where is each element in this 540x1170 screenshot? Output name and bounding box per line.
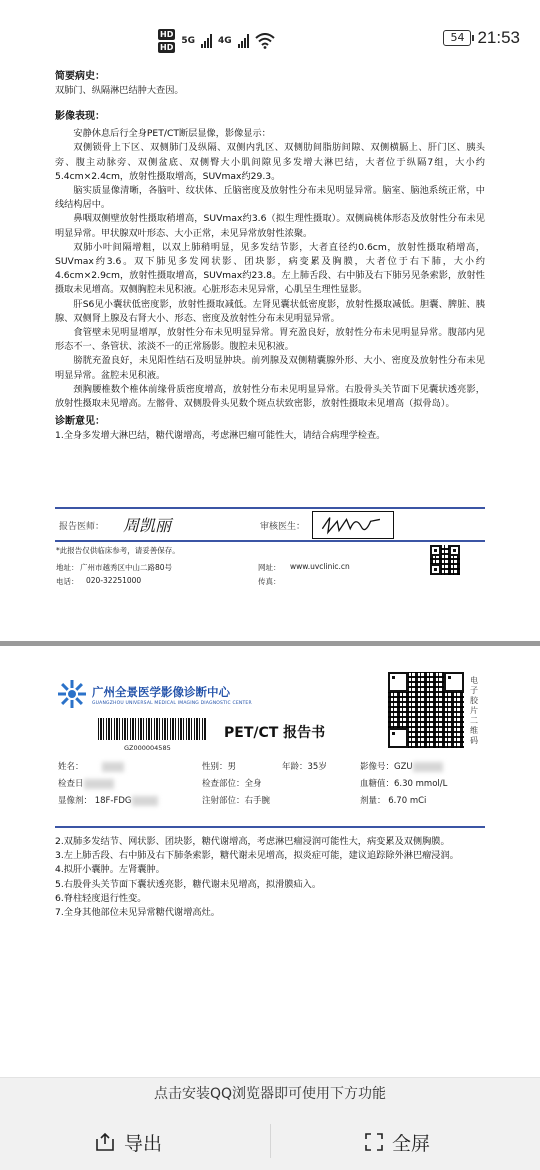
- barcode-number: GZ000004585: [124, 744, 171, 752]
- wifi-icon: [255, 33, 275, 49]
- findings-paragraph: 鼻咽双侧壁放射性摄取稍增高，SUVmax约3.6（拟生理性摄取）。双侧扁桃体形态及放射性分布未见明显异常。甲状腺双叶形态、大小正常，未见异常放射性浓聚。: [55, 213, 485, 239]
- report-title: PET/CT 报告书: [224, 725, 326, 741]
- electronic-film-qr-code: [388, 672, 464, 748]
- patient-gender: 性别：男: [202, 762, 237, 772]
- diagnosis-item: 2.双肺多发结节、网状影、团块影，糖代谢增高，考虑淋巴瘤浸润可能性大，病变累及双侧胸膜。: [55, 836, 450, 847]
- findings-heading: 影像表现：: [55, 111, 105, 123]
- phone: 020-32251000: [86, 576, 142, 585]
- findings-paragraph: 安静休息后行全身PET/CT断层显像，影像显示：: [73, 128, 271, 140]
- fax-label: 传真：: [258, 577, 281, 586]
- findings-paragraph: 膀胱充盈良好，未见阳性结石及明显肿块。前列腺及双侧精囊腺外形、大小、密度及放射性分布未见明显异常。盆腔未见积液。: [55, 355, 485, 381]
- fullscreen-button[interactable]: [364, 1124, 430, 1160]
- diagnosis-item: 4.拟肝小囊肿。左肾囊肿。: [55, 864, 165, 876]
- qr-caption: 电子胶片二维码: [470, 676, 478, 745]
- center-logo-icon: [56, 678, 88, 710]
- findings-body: [55, 127, 485, 411]
- exam-date: 检查日: [58, 777, 114, 789]
- diagnosis-continued: [55, 835, 485, 920]
- export-label: 导出: [124, 1132, 163, 1155]
- network-types-2: [218, 36, 232, 46]
- website: www.uvclinic.cn: [290, 562, 350, 571]
- phone-label: 电话：: [56, 577, 79, 586]
- findings-paragraph: 双侧锁骨上下区、双侧肺门及纵隔、双侧内乳区、双侧肋间脂肪间隙、双侧横膈上、肝门区、胰头旁、腹主动脉旁、双侧盆底、双侧臀大小肌间隙见多发增大淋巴结，大者位于纵隔7组，大小约5.4cm×2.4cm，放射性摄取增高，SUVmax约29.3。: [55, 142, 485, 182]
- doctor-label: 报告医师：: [59, 522, 105, 532]
- status-bar: [0, 0, 540, 72]
- diagnosis-item: 5.右股骨头关节面下囊状透亮影，糖代谢未见增高，拟滑膜疝入。: [55, 878, 322, 890]
- signal-strength-icon: [238, 34, 249, 48]
- website-label: 网址：: [258, 563, 281, 572]
- barcode: [98, 718, 206, 740]
- center-name: 广州全景医学影像诊断中心: [92, 685, 230, 699]
- history-heading: 简要病史：: [55, 71, 105, 82]
- fullscreen-label: 全屏: [392, 1132, 431, 1155]
- qr-code: [430, 545, 460, 575]
- hd-badge: HD: [160, 30, 174, 39]
- disclaimer: *此报告仅供临床参考，请妥善保存。: [56, 546, 180, 555]
- clock: 21:53: [477, 28, 520, 47]
- address: 广州市越秀区中山二路80号: [80, 563, 173, 572]
- doctor-signature: 周凯丽: [123, 516, 172, 535]
- diagnosis-text: 1.全身多发增大淋巴结，糖代谢增高，考虑淋巴瘤可能性大，请结合病理学检查。: [55, 430, 386, 442]
- center-name-en: GUANGZHOU UNIVERSAL MEDICAL IMAGING DIAGNOSTIC CENTER: [92, 701, 252, 706]
- findings-paragraph: 肝S6见小囊状低密度影，放射性摄取减低。左肾见囊状低密度影，放射性摄取减低。胆囊、脾脏、胰腺、双侧肾上腺及右肾大小、形态、密度及放射性分布未见明显异常。: [55, 298, 485, 324]
- divider-line: [55, 540, 485, 542]
- exam-site: 检查部位：全身: [202, 779, 262, 789]
- reviewer-signature: [313, 512, 393, 538]
- image-number: 影像号：GZU: [360, 760, 443, 772]
- banner-separator: [270, 1124, 271, 1158]
- divider-line: [55, 826, 485, 828]
- blood-glucose: 血糖值：6.30 mmol/L: [360, 779, 448, 789]
- network-types: [181, 36, 195, 46]
- network-type-5g: 5G: [181, 36, 195, 46]
- diagnosis-heading: 诊断意见：: [55, 416, 105, 428]
- reviewer-label: 审核医生：: [260, 522, 306, 532]
- install-prompt[interactable]: 点击安装QQ浏览器即可使用下方功能: [153, 1086, 387, 1102]
- history-text: 双肺门、纵隔淋巴结肿大查因。: [55, 85, 184, 96]
- signal-strength-icon: [201, 34, 212, 48]
- injection-site: 注射部位：右手腕: [202, 796, 271, 806]
- export-button[interactable]: [94, 1124, 162, 1160]
- hd-badge: HD: [160, 43, 174, 52]
- contrast-agent: 显像剂： 18F-FDG: [58, 794, 158, 806]
- fullscreen-icon: [364, 1132, 384, 1152]
- status-left: [158, 26, 275, 56]
- battery-icon: 54: [443, 30, 471, 46]
- network-type-4g: 4G: [218, 36, 232, 46]
- address-label: 地址：: [56, 563, 79, 572]
- diagnosis-item: 3.左上肺舌段、右中肺及右下肺条索影，糖代谢未见增高，拟炎症可能，建议追踪除外淋巴瘤浸润。: [55, 850, 459, 862]
- findings-paragraph: 脑实质显像清晰，各脑叶、纹状体、丘脑密度及放射性分布未见明显异常。脑室、脑池系统正常，中线结构居中。: [55, 185, 485, 211]
- dose: 剂量： 6.70 mCi: [360, 796, 427, 806]
- status-right: [443, 28, 520, 48]
- reviewer-signature-box: [312, 511, 394, 539]
- diagnosis-item: 6.脊柱轻度退行性变。: [55, 892, 147, 904]
- patient-name-label: 姓名：: [58, 760, 124, 772]
- signature-row: [55, 509, 485, 539]
- diagnosis-item: 7.全身其他部位未见异常糖代谢增高灶。: [55, 907, 220, 919]
- report-page-1: [55, 70, 485, 443]
- findings-paragraph: 颈胸腰椎数个椎体前缘骨质密度增高，放射性分布未见明显异常。右股骨头关节面下见囊状透亮影，放射性摄取未见增高。左髂骨、双侧股骨头见数个斑点状致密影，放射性摄取未见增高（拟骨岛）。: [55, 383, 485, 410]
- patient-age: 年龄：35岁: [282, 762, 327, 772]
- findings-paragraph: 双肺小叶间隔增粗，以双上肺稍明显，见多发结节影，大者直径约0.6cm，放射性摄取稍增高，SUVmax约3.6。双下肺见多发网状影、团块影，病变累及胸膜，大者位于右下肺，大小约4.6cm×2.9cm，放射性摄取增高，SUVmax约23.8。左上肺舌段、右中肺及右下肺另见条索影，放射性摄取未见增高。双侧胸腔未见积液。心脏形态未见异常，心肌呈生理性显影。: [55, 241, 485, 296]
- hd-badges: [158, 29, 175, 53]
- findings-paragraph: 食管壁未见明显增厚，放射性分布未见明显异常。胃充盈良好，放射性分布未见明显异常。腹部内见形态不一、条管状、浓淡不一的正常肠影。腹腔未见积液。: [55, 327, 485, 353]
- export-icon: [94, 1131, 116, 1153]
- page-divider: [0, 641, 540, 646]
